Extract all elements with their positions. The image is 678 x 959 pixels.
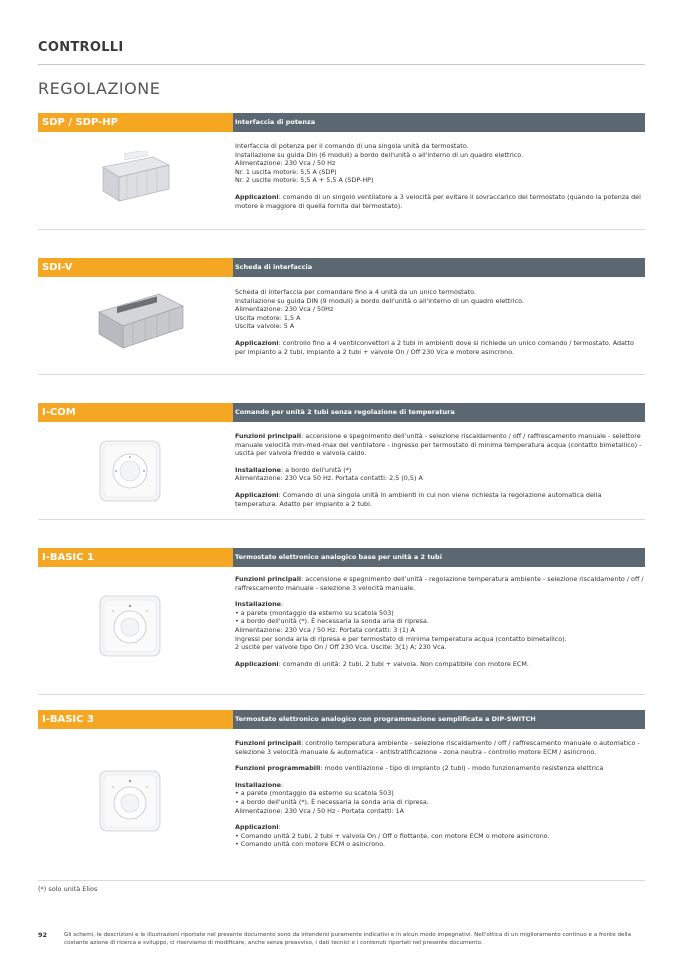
section-header-bar <box>38 403 645 422</box>
spec-line: Ingressi per sonda aria di ripresa e per termostato di minima temperatura acqua (contatto bimetallico). <box>235 634 567 643</box>
applications-paragraph <box>235 339 645 356</box>
spec-line: Alimentazione: 230 Vca 50 Hz. Portata contatti: 2,5 (0,5) A <box>235 474 423 483</box>
product-text <box>235 739 645 849</box>
product-section-sdi-v <box>38 258 645 356</box>
spec-line: • a bordo dell'unità (*). È necessaria la sonda aria di ripresa. <box>235 797 429 806</box>
section-divider <box>38 519 645 520</box>
spec-line: Alimentazione: 230 Vca / 50Hz <box>235 305 334 314</box>
section-divider <box>38 880 645 881</box>
product-description-title: Termostato elettronico analogico con programmazione semplificata a DIP-SWITCH <box>233 710 645 729</box>
product-name: SDP / SDP-HP <box>38 113 233 132</box>
main-functions-text: : accensione e spegnimento dell'unità - regolazione temperatura ambiente - selezione riscaldamento / off / raffrescamento manuale - selezione 3 velocità manuale. <box>235 575 644 592</box>
sdp-module-image <box>95 151 175 206</box>
i-com-thermostat-image <box>95 438 165 504</box>
spec-line: Alimentazione: 230 Vca / 50 Hz <box>235 159 336 168</box>
product-description-title: Comando per unità 2 tubi senza regolazione di temperatura <box>233 403 645 422</box>
spec-line: Installazione su guida DIN (9 moduli) a bordo dell'unità o all'interno di un quadro elettrico. <box>235 296 524 305</box>
applications-text: : comando di unità: 2 tubi, 2 tubi + valvola. Non compatibile con motore ECM. <box>278 659 529 668</box>
product-text <box>235 575 645 668</box>
section-header-bar <box>38 710 645 729</box>
applications-text: : comando di un singolo ventilatore a 3 velocità per evitare il sovraccarico del termostato (quando la potenza del motore è maggiore di quella fornita dal termostato). <box>235 192 641 210</box>
installation-label: Installazione <box>235 600 281 609</box>
spec-line: Interfaccia di potenza per il comando di una singola unità da termostato. <box>235 142 469 150</box>
spec-line: • Comando unità con motore ECM o asincrono. <box>235 840 386 849</box>
title-divider <box>38 64 645 65</box>
applications-text: : Comando di una singola unità in ambienti in cui non viene richiesta la regolazione automatica della temperatura. Adatto per impianto a 2 tubi. <box>235 490 602 508</box>
i-basic-3-thermostat-image <box>95 768 165 834</box>
section-divider <box>38 374 645 375</box>
applications-paragraph <box>235 660 645 669</box>
applications-label: Applicazioni <box>235 823 279 832</box>
installation-label: Installazione <box>235 780 281 789</box>
installation-paragraph: Installazione: <box>235 600 284 609</box>
product-name: I-BASIC 3 <box>38 710 233 729</box>
product-section-i-com <box>38 403 645 508</box>
spec-line: • Comando unità 2 tubi, 2 tubi + valvola On / Off o flottante, con motore ECM o motore asincrono. <box>235 831 550 840</box>
applications-paragraph <box>235 491 645 508</box>
spec-line: • a parete (montaggio da esterno su scatola 503) <box>235 608 394 617</box>
spec-line: Uscita motore: 1,5 A <box>235 313 301 322</box>
footer-disclaimer: Gli schemi, le descrizioni e le illustrazioni riportate nel presente documento sono da intendersi puramente indicativi e in alcun modo impegnativi. Nell'ottica di un miglioramento continuo e a fronte della costante azione di ricerca e sviluppo, ci riserviamo di modificare, anche senza preavviso, i dati tecnici e i contenuti riportati nel presente documento. <box>64 932 631 946</box>
sdi-v-module-image <box>95 290 187 352</box>
product-section-i-basic-1 <box>38 548 645 668</box>
applications-label: Applicazioni <box>235 490 279 499</box>
main-functions-text: : accensione e spegnimento dell'unità - selezione riscaldamento / off / raffrescamento manuale - selettore manuale velocità min-med-max del ventilatore - ingresso per termostato di minima temperatura acqua (contatto bimetallico) - uscita per valvola freddo e valvola caldo. <box>235 432 642 458</box>
product-text <box>235 142 645 210</box>
spec-line: Alimentazione: 230 Vca / 50 Hz. Portata contatti: 3 (1) A <box>235 625 415 634</box>
installation-paragraph <box>235 466 645 475</box>
i-basic-1-thermostat-image <box>95 593 165 659</box>
page-number: 92 <box>38 931 48 939</box>
spec-line: Uscita valvole: 5 A <box>235 322 295 331</box>
spec-line: • a bordo dell'unità (*). È necessaria la sonda aria di ripresa. <box>235 617 429 626</box>
product-description-title: Interfaccia di potenza <box>233 113 645 132</box>
spec-line: Nr. 2 uscite motore: 5,5 A + 5,5 A (SDP-HP) <box>235 176 374 185</box>
product-name: SDI-V <box>38 258 233 277</box>
page-title: CONTROLLI <box>38 40 124 55</box>
product-name: I-BASIC 1 <box>38 548 233 567</box>
applications-label: Applicazioni <box>235 338 279 347</box>
programmable-functions-paragraph <box>235 764 645 773</box>
footnote: (*) solo unità Elios <box>38 885 98 893</box>
product-text <box>235 432 645 508</box>
product-name: I-COM <box>38 403 233 422</box>
main-functions-paragraph <box>235 575 645 592</box>
programmable-functions-text: : modo ventilazione - tipo di impianto (2 tubi) - modo funzionamento resistenza elettrica <box>320 764 604 773</box>
main-functions-text: : controllo temperatura ambiente - selezione riscaldamento / off / raffrescamento manuale o automatico - selezione 3 velocità manuale & automatica - antistratificazione - zona neutra - controllo motore ECM / asincrono. <box>235 739 640 756</box>
applications-label: Applicazioni <box>235 659 279 668</box>
installation-text: : a bordo dell'unità (*) <box>280 465 352 474</box>
main-functions-paragraph <box>235 739 645 756</box>
page-subtitle: REGOLAZIONE <box>38 79 161 98</box>
section-divider <box>38 229 645 230</box>
spec-line: 2 uscite per valvole tipo On / Off 230 Vca. Uscite: 3(1) A; 230 Vca. <box>235 643 447 652</box>
spec-line: Installazione su guida Din (6 moduli) a bordo dell'unità o all'interno di un quadro elettrico. <box>235 150 524 159</box>
spec-line: Scheda di interfaccia per comandare fino a 4 unità da un unico termostato. <box>235 288 476 296</box>
applications-paragraph <box>235 193 645 210</box>
main-functions-label: Funzioni principali <box>235 432 302 440</box>
product-section-sdp <box>38 113 645 210</box>
product-section-i-basic-3 <box>38 710 645 849</box>
spec-line: Alimentazione: 230 Vca / 50 Hz - Portata contatti: 1A <box>235 806 405 815</box>
product-text <box>235 288 645 356</box>
spec-line: Nr. 1 uscita motore: 5,5 A (SDP) <box>235 167 337 176</box>
applications-label: Applicazioni <box>235 192 279 201</box>
main-functions-label: Funzioni principali <box>235 575 302 583</box>
installation-label: Installazione <box>235 465 281 474</box>
programmable-functions-label: Funzioni programmabili <box>235 764 321 773</box>
section-divider <box>38 694 645 695</box>
applications-paragraph: Applicazioni: <box>235 823 281 832</box>
section-header-bar <box>38 258 645 277</box>
main-functions-paragraph <box>235 432 645 458</box>
section-header-bar <box>38 548 645 567</box>
section-header-bar <box>38 113 645 132</box>
installation-paragraph: Installazione: <box>235 780 284 789</box>
spec-line: • a parete (montaggio da esterno su scatola 503) <box>235 789 394 798</box>
product-description-title: Scheda di interfaccia <box>233 258 645 277</box>
product-description-title: Termostato elettronico analogico base per unità a 2 tubi <box>233 548 645 567</box>
main-functions-label: Funzioni principali <box>235 739 302 747</box>
applications-text: : controllo fino a 4 ventilconvettori a 2 tubi in ambienti dove si richiede un unico comando / termostato. Adatto per impianto a 2 tubi, impianto a 2 tubi + valvole On / Off 230 Vca e motore asincrono. <box>235 338 634 356</box>
